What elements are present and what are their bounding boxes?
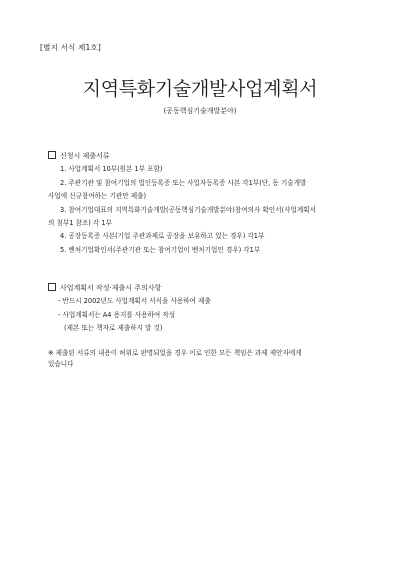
- section-heading-text: 신청시 제출서류: [60, 152, 110, 160]
- notice-line: ※ 제출된 서류의 내용이 허위로 판명되었을 경우 이로 인한 모든 책임은 과제 제안자에게: [48, 349, 302, 357]
- list-item-continuation: 사업에 신규참여하는 기관만 제출): [48, 192, 147, 200]
- form-label: [별지 서식 제1호]: [40, 43, 102, 52]
- checkbox-square-icon: [48, 283, 56, 291]
- list-item: 3. 참여기업대표의 지역특화기술개발(공동핵심기술개발분야)참여의사 확인서(사업계획서: [60, 206, 316, 214]
- section-cautions-heading: [48, 282, 161, 294]
- list-item-continuation: 의 첨부1 참조) 각 1부: [48, 219, 112, 227]
- document-title: 지역특화기술개발사업계획서: [82, 78, 318, 100]
- section-heading-text: 사업계획서 작성·제출시 주의사항: [60, 284, 162, 292]
- list-item: - 반드시 2002년도 사업계획서 서식을 사용하여 제출: [58, 297, 211, 305]
- list-item: - 사업계획서는 A4 용지를 사용하여 작성: [58, 311, 176, 319]
- notice-line: 있습니다: [48, 360, 74, 368]
- list-item: (제본 또는 책자로 제출하지 말 것): [64, 324, 163, 332]
- list-item: 5. 벤처기업확인서(주관기관 또는 참여기업이 벤처기업인 경우) 각1부: [60, 246, 261, 254]
- notice: [48, 348, 302, 370]
- list-item: 1. 사업계획서 10부(원본 1부 포함): [60, 165, 163, 173]
- list-item: 4. 공장등록증 사본(기업 주관과제로 공장을 보유하고 있는 경우) 각1부: [60, 232, 265, 240]
- list-item: 2. 주관기관 및 참여기업의 법인등록증 또는 사업자등록증 사본 각1부(단, 동 기술개발: [60, 179, 307, 187]
- section-required-documents-heading: [48, 150, 110, 162]
- checkbox-square-icon: [48, 151, 56, 159]
- document-subtitle: (공동핵심기술개발분야): [163, 107, 237, 115]
